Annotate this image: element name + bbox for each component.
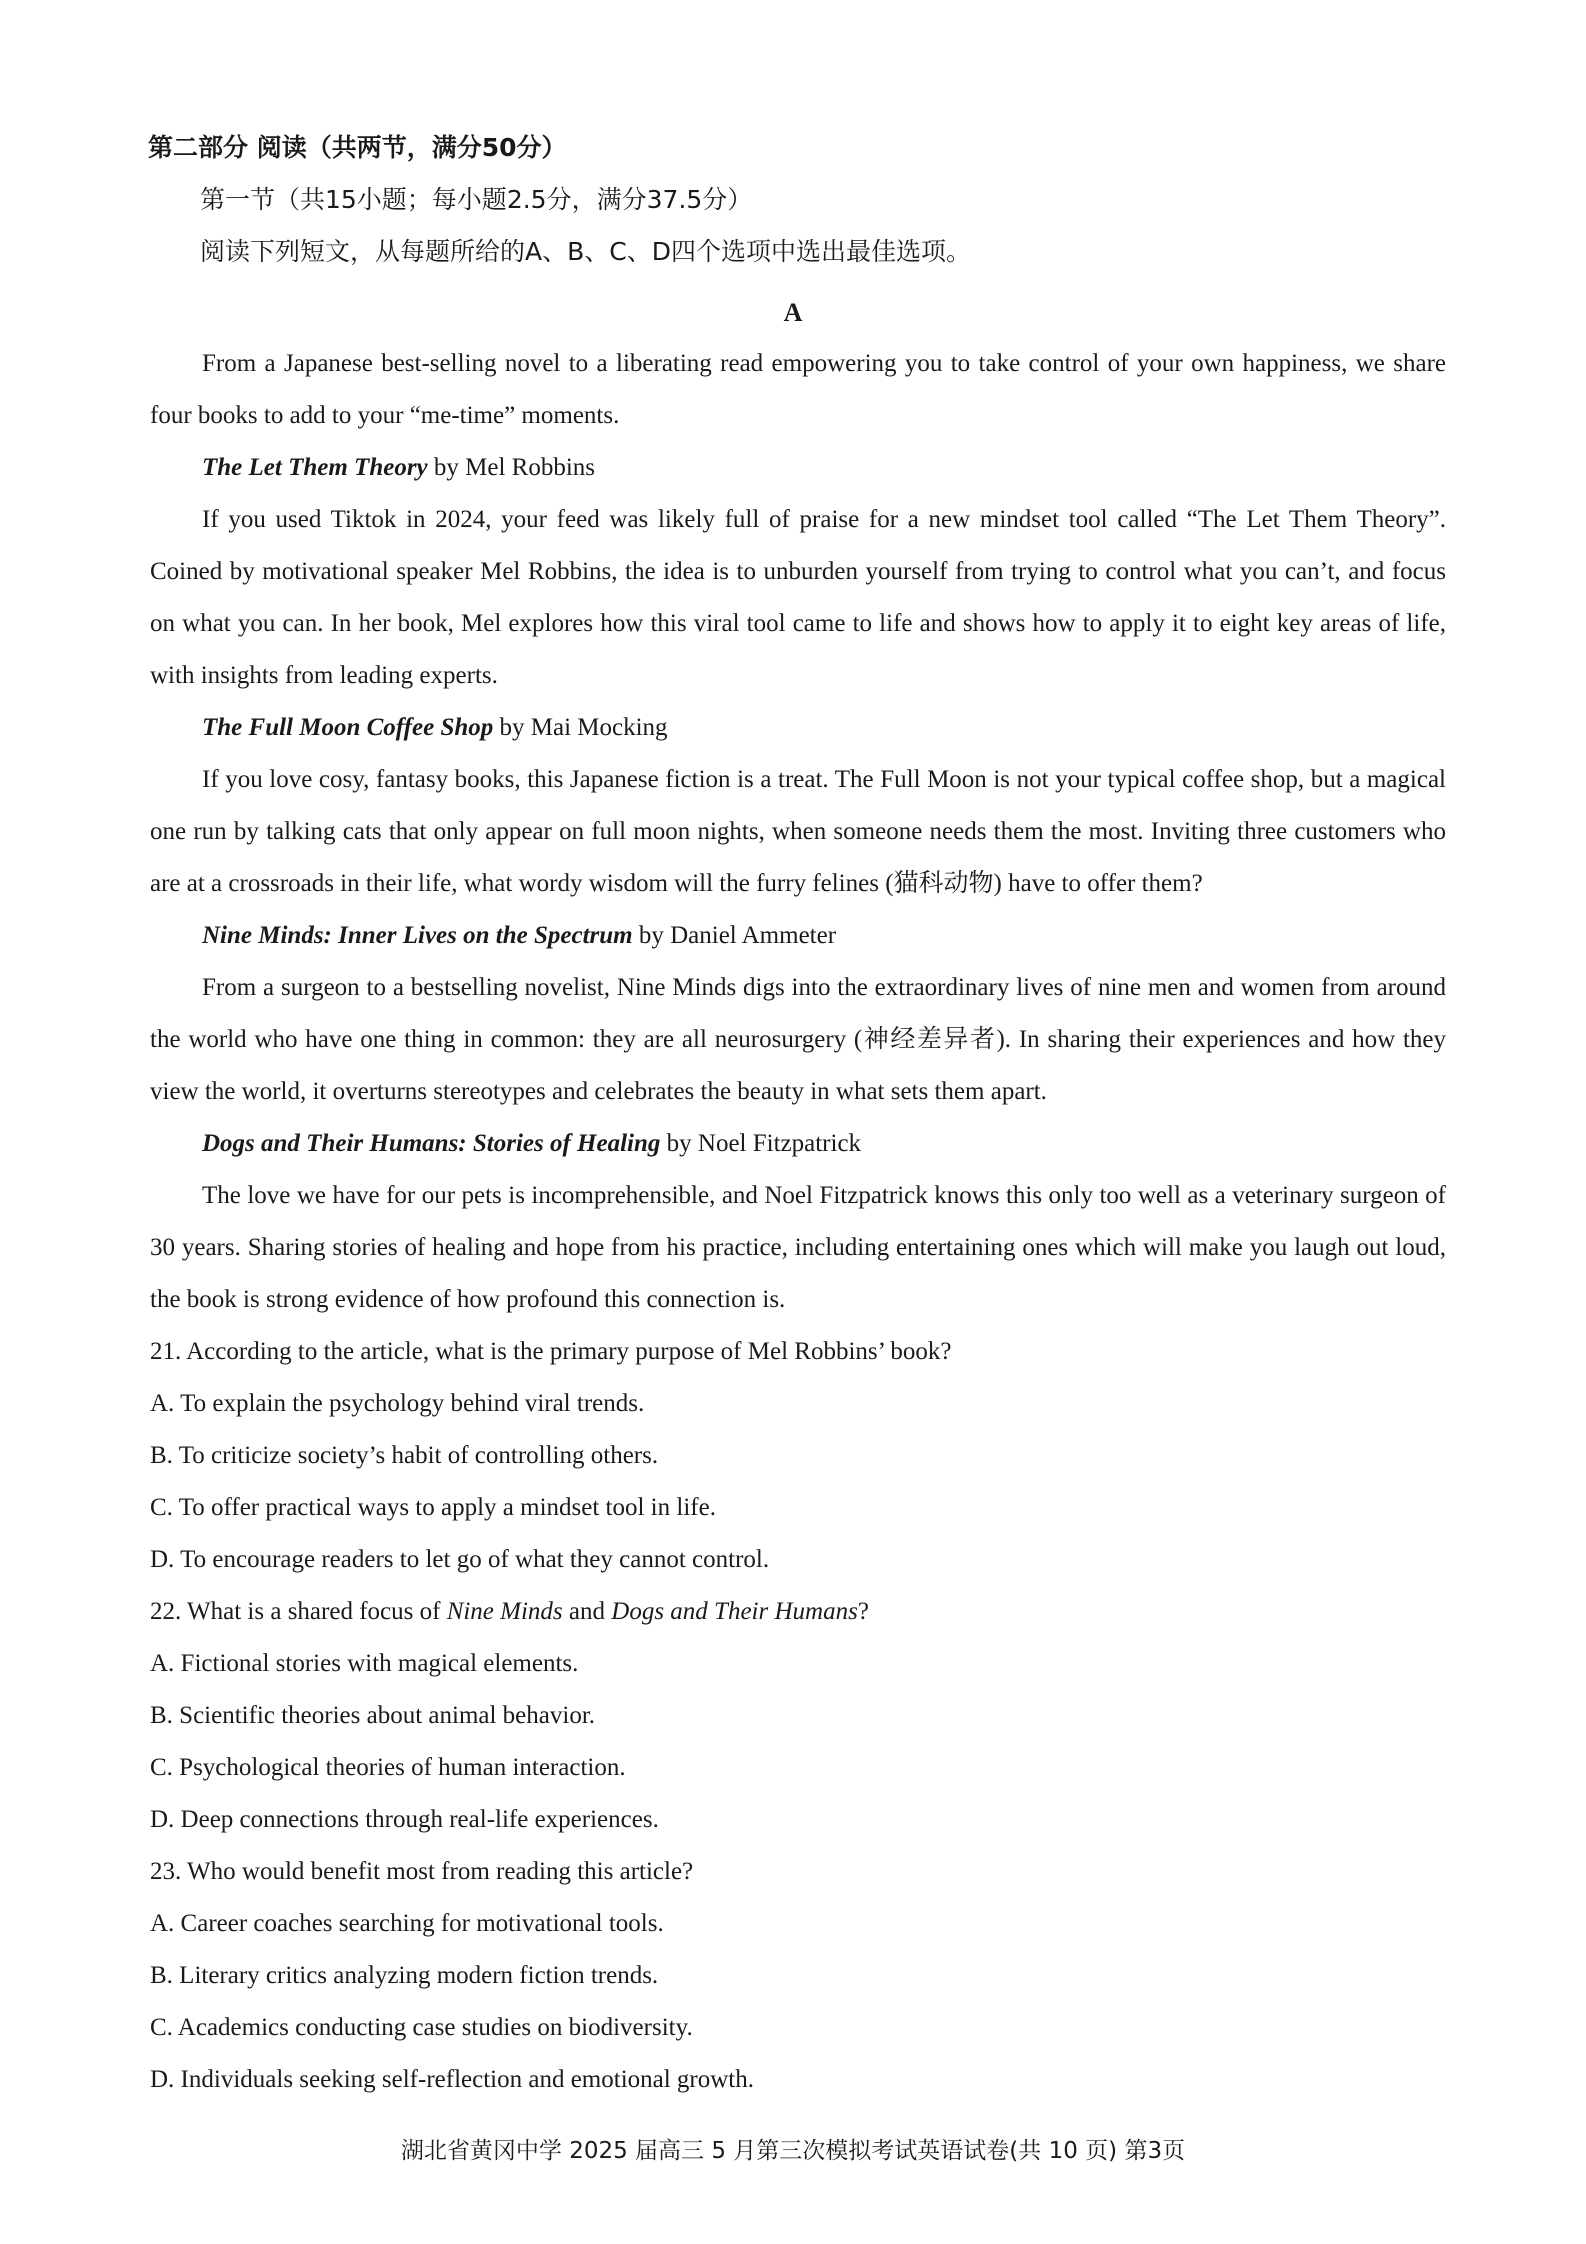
book-heading xyxy=(150,910,1446,962)
question-stem: 21. According to the article, what is the primary purpose of Mel Robbins’ book? xyxy=(150,1338,952,1365)
book-author: by Mai Mocking xyxy=(493,714,668,741)
passage-body xyxy=(150,338,1446,2106)
answer-option: A. Fictional stories with magical elements. xyxy=(150,1650,579,1677)
section-heading: 第一节（共15小题；每小题2.5分，满分37.5分） xyxy=(200,185,753,214)
answer-option: D. To encourage readers to let go of what they cannot control. xyxy=(150,1546,770,1573)
book-title: The Let Them Theory xyxy=(202,454,428,481)
question-book-title: Nine Minds xyxy=(446,1598,563,1625)
part-heading: 第二部分 阅读（共两节，满分50分） xyxy=(148,133,567,162)
answer-option: A. To explain the psychology behind viral trends. xyxy=(150,1390,645,1417)
book-title: Nine Minds: Inner Lives on the Spectrum xyxy=(202,922,633,949)
question-stem xyxy=(150,1586,1446,1638)
section-header xyxy=(148,128,971,272)
passage-intro: From a Japanese best-selling novel to a liberating read empowering you to take control of your own happiness, we share four books to add to your “me-time” moments. xyxy=(150,350,1446,429)
question-stem-text: and xyxy=(562,1598,612,1625)
book-description: If you love cosy, fantasy books, this Japanese fiction is a treat. The Full Moon is not your typical coffee shop, but a magical one run by talking cats that only appear on full moon nights, when someone needs them the most. Inviting three customers who are at a crossroads in their life, what wordy wisdom will the furry felines (猫科动物) have to offer them? xyxy=(150,766,1446,897)
book-description: From a surgeon to a bestselling novelist, Nine Minds digs into the extraordinary lives of nine men and women from around the world who have one thing in common: they are all neurosurgery (神经差异者). In sharing their experiences and how they view the world, it overturns stereotypes and celebrates the beauty in what sets them apart. xyxy=(150,974,1446,1105)
answer-option: C. Psychological theories of human interaction. xyxy=(150,1754,626,1781)
answer-option: A. Career coaches searching for motivational tools. xyxy=(150,1910,664,1937)
book-title: The Full Moon Coffee Shop xyxy=(202,714,494,741)
book-title: Dogs and Their Humans: Stories of Healing xyxy=(202,1130,661,1157)
answer-option: B. Literary critics analyzing modern fiction trends. xyxy=(150,1962,659,1989)
answer-option: D. Individuals seeking self-reflection and emotional growth. xyxy=(150,2066,755,2093)
book-author: by Noel Fitzpatrick xyxy=(660,1130,862,1157)
book-author: by Daniel Ammeter xyxy=(632,922,837,949)
question-book-title: Dogs and Their Humans xyxy=(611,1598,858,1625)
answer-option: B. Scientific theories about animal behavior. xyxy=(150,1702,596,1729)
page-footer: 湖北省黄冈中学 2025 届高三 5 月第三次模拟考试英语试卷(共 10 页) 第3页 xyxy=(400,2138,1186,2164)
answer-option: B. To criticize society’s habit of controlling others. xyxy=(150,1442,659,1469)
answer-option: C. To offer practical ways to apply a mindset tool in life. xyxy=(150,1494,716,1521)
book-heading xyxy=(150,702,1446,754)
book-heading xyxy=(150,442,1446,494)
passage-label: A xyxy=(783,298,803,327)
instruction-text: 阅读下列短文，从每题所给的A、B、C、D四个选项中选出最佳选项。 xyxy=(200,237,971,266)
question-stem: 23. Who would benefit most from reading this article? xyxy=(150,1858,694,1885)
question-stem-text: 22. What is a shared focus of xyxy=(150,1598,447,1625)
question-stem-text: ? xyxy=(857,1598,869,1625)
book-author: by Mel Robbins xyxy=(427,454,596,481)
answer-option: D. Deep connections through real-life experiences. xyxy=(150,1806,659,1833)
answer-option: C. Academics conducting case studies on biodiversity. xyxy=(150,2014,693,2041)
book-heading xyxy=(150,1118,1446,1170)
book-description: The love we have for our pets is incomprehensible, and Noel Fitzpatrick knows this only too well as a veterinary surgeon of 30 years. Sharing stories of healing and hope from his practice, including entertaining ones which will make you laugh out loud, the book is strong evidence of how profound this connection is. xyxy=(150,1182,1446,1313)
book-description: If you used Tiktok in 2024, your feed was likely full of praise for a new mindset tool called “The Let Them Theory”. Coined by motivational speaker Mel Robbins, the idea is to unburden yourself from trying to control what you can’t, and focus on what you can. In her book, Mel explores how this viral tool came to life and shows how to apply it to eight key areas of life, with insights from leading experts. xyxy=(150,506,1446,689)
